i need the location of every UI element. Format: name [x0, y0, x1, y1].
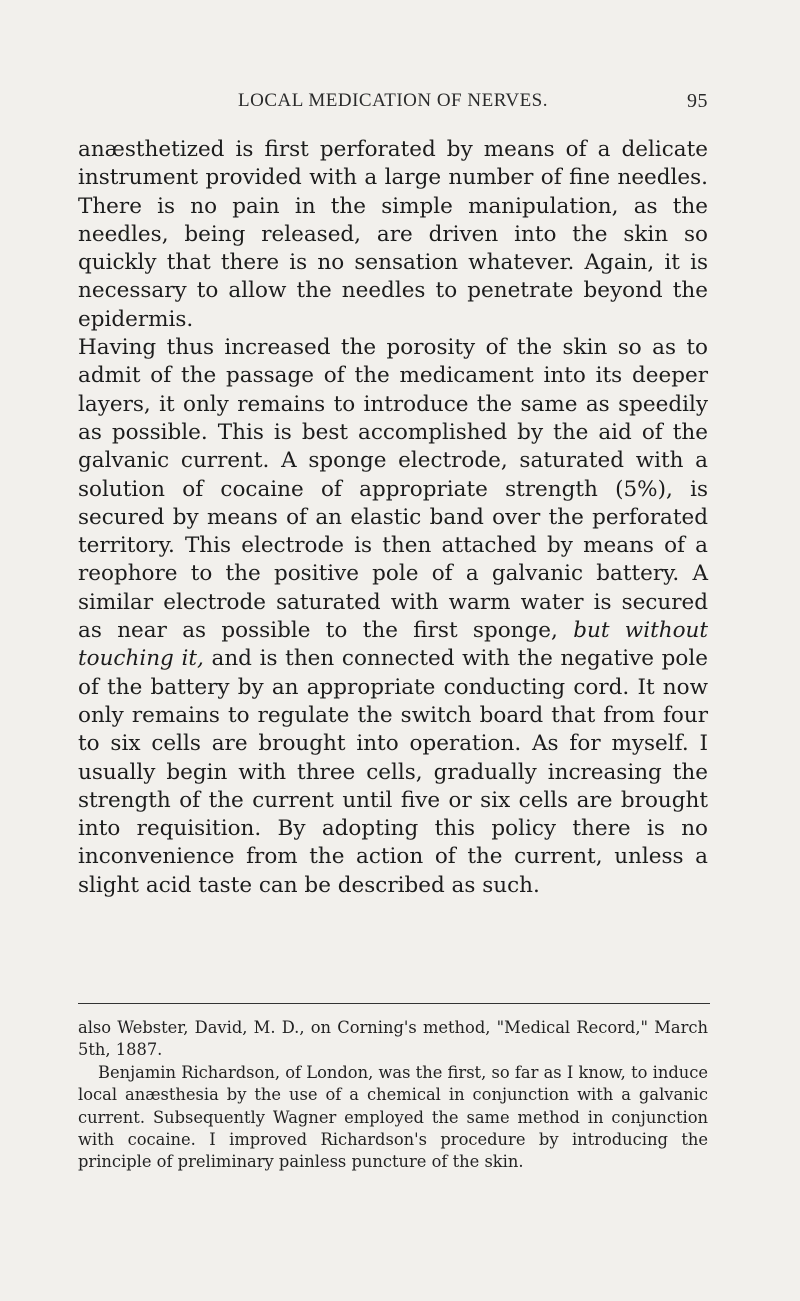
paragraph-text-part-2: and is then connected with the negative pole of the battery by an appropriate conducting cord. It now only remains to regulate the switch board that from four to six cells are brought into operation. As for myself. I usually begin with three cells, gradually increasing the strength of the current until five or six cells are brought into requisition. By adopting this policy there is no inconvenience from the action of the current, unless a slight acid taste can be described as such.: [78, 646, 708, 898]
footnote-continued: also Webster, David, M. D., on Corning's method, "Medical Record," March 5th, 1887.: [78, 1018, 708, 1060]
paragraph-galvanic-method: [78, 334, 708, 900]
emphasis-phrase: but without touching it,: [78, 618, 709, 672]
paragraph-text-part-1: Having thus increased the porosity of the skin so as to admit of the passage of the medicament into its deeper layers, it only remains to introduce the same as speedily as possible. This is best accomplished by the aid of the galvanic current. A sponge electrode, saturated with a solution of cocaine of appropriate strength (5%), is secured by means of an elastic band over the perforated territory. This electrode is then attached by means of a reophore to the positive pole of a galvanic battery. A similar electrode saturated with warm water is secured as near as possible to the first sponge,: [78, 335, 708, 644]
body-text: [78, 136, 708, 900]
footnote-divider: [78, 1003, 710, 1004]
footnote-richardson: Benjamin Richardson, of London, was the first, so far as I know, to induce local anæsthesia by the use of a chemical in conjunction with a galvanic current. Subsequently Wagner employed the same method in conjunction with cocaine. I improved Richardson's procedure by introducing the principle of preliminary painless puncture of the skin.: [78, 1062, 708, 1172]
running-head: [78, 90, 708, 114]
page-number: 95: [687, 90, 708, 112]
footnotes: [78, 1017, 708, 1174]
paragraph-continued: anæsthetized is first perforated by means of a delicate instrument provided with a large number of fine needles. There is no pain in the simple manipulation, as the needles, being released, are driven into the skin so quickly that there is no sensation whatever. Again, it is necessary to allow the needles to penetrate beyond the epidermis.: [78, 137, 708, 332]
running-title: LOCAL MEDICATION OF NERVES.: [238, 90, 548, 111]
